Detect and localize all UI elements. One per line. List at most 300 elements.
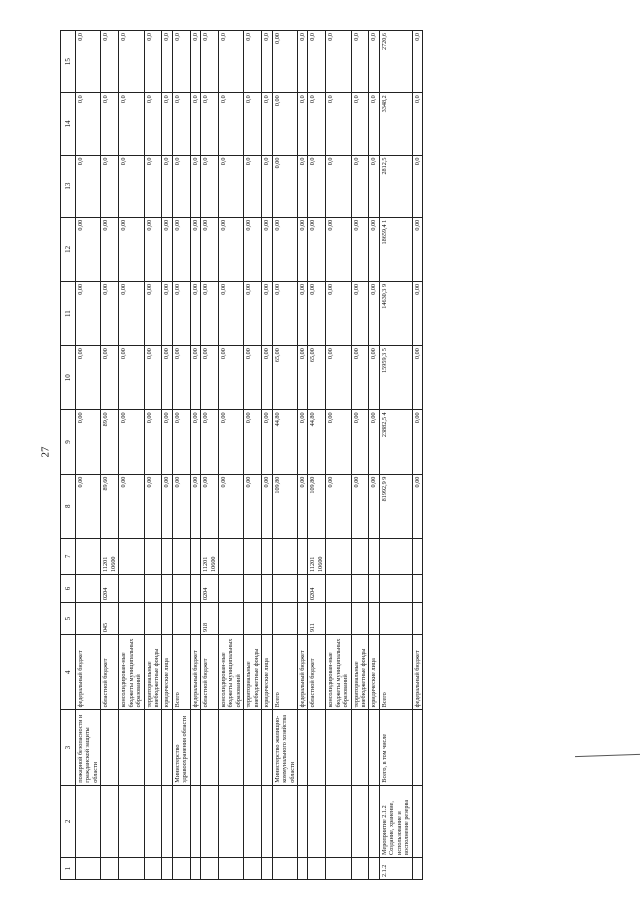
cell-c1: 2.1.2 [379,857,412,879]
value-cell: 0,00 [272,93,297,155]
value-cell: 0,00 [201,281,219,345]
value-cell: 0,00 [162,474,172,538]
cell-c7 [379,538,412,574]
table-row [412,31,422,880]
cell-c5 [379,603,412,635]
cell-c3 [201,710,219,785]
cell-c4: Всего [172,635,190,710]
cell-c4: юридические лица [262,635,272,710]
cell-c4: областной бюджет [308,635,326,710]
cell-c7 [262,538,272,574]
cell-c1 [190,857,200,879]
value-cell: 0,00 [351,474,369,538]
value-cell: 0,0 [201,155,219,217]
value-cell: 0,00 [76,410,101,474]
value-cell: 0,0 [219,155,244,217]
value-cell: 0,0 [412,93,422,155]
cell-c5 [162,603,172,635]
value-cell: 0,0 [101,93,119,155]
cell-c7 [326,538,351,574]
value-cell: 0,00 [326,281,351,345]
value-cell: 0,00 [172,410,190,474]
cell-c2 [326,785,351,857]
value-cell: 0,00 [144,217,162,281]
cell-c3: пожарной безопасности и гражданской защиты области [76,710,101,785]
value-cell: 0,00 [297,346,307,410]
header-cell: 15 [61,31,76,93]
value-cell: 0,00 [262,217,272,281]
cell-c4: юридические лица [162,635,172,710]
cell-c7 [119,538,144,574]
value-cell: 0,00 [412,410,422,474]
value-cell: 0,00 [297,410,307,474]
value-cell: 44,80 [272,410,297,474]
value-cell: 0,0 [369,93,379,155]
value-cell: 0,0 [190,155,200,217]
value-cell: 0,0 [369,31,379,93]
table-row [351,31,369,880]
cell-c3 [308,710,326,785]
value-cell: 0,00 [76,474,101,538]
value-cell: 0,00 [144,281,162,345]
value-cell: 0,0 [244,93,262,155]
value-cell: 65,00 [308,346,326,410]
cell-c3 [190,710,200,785]
cell-c4: областной бюджет [101,635,119,710]
value-cell: 0,0 [262,93,272,155]
cell-c3 [144,710,162,785]
value-cell: 0,00 [412,217,422,281]
value-cell: 0,00 [244,474,262,538]
cell-c6 [412,574,422,602]
cell-c1 [201,857,219,879]
cell-c7 [172,538,190,574]
cell-c1 [172,857,190,879]
table-row [326,31,351,880]
cell-c4: федеральный бюджет [412,635,422,710]
cell-c7 [190,538,200,574]
cell-c1 [297,857,307,879]
value-cell: 0,00 [326,474,351,538]
value-cell: 2720,6 [379,31,412,93]
value-cell: 0,0 [308,93,326,155]
value-cell: 0,0 [190,31,200,93]
value-cell: 0,0 [201,93,219,155]
cell-c6 [326,574,351,602]
value-cell: 0,0 [76,31,101,93]
cell-c2 [262,785,272,857]
cell-c7 [412,538,422,574]
cell-c4: территориальные внебюджетные фонды [144,635,162,710]
value-cell: 0,00 [272,155,297,217]
cell-c5 [326,603,351,635]
value-cell: 0,0 [351,155,369,217]
cell-c4: Всего [379,635,412,710]
cell-c3 [369,710,379,785]
cell-c1 [351,857,369,879]
table-row [369,31,379,880]
value-cell: 65,00 [272,346,297,410]
table-row [308,31,326,880]
cell-c1 [308,857,326,879]
table-row [219,31,244,880]
value-cell: 0,0 [326,31,351,93]
cell-c1 [412,857,422,879]
value-cell: 0,00 [162,281,172,345]
value-cell: 2812,5 [379,155,412,217]
cell-c6 [262,574,272,602]
cell-c2 [172,785,190,857]
cell-c3: Всего, в том числе [379,710,412,785]
value-cell: 0,00 [172,217,190,281]
cell-c7 [272,538,297,574]
cell-c7 [369,538,379,574]
cell-c1 [369,857,379,879]
cell-c7 [76,538,101,574]
value-cell: 0,0 [162,31,172,93]
cell-c5 [172,603,190,635]
value-cell: 109,80 [272,474,297,538]
value-cell: 0,00 [190,474,200,538]
value-cell: 0,00 [244,217,262,281]
value-cell: 0,00 [308,217,326,281]
value-cell: 0,00 [351,281,369,345]
header-cell: 12 [61,217,76,281]
value-cell: 0,0 [219,93,244,155]
value-cell: 81992,9 9 [379,474,412,538]
cell-c3 [351,710,369,785]
cell-c4: Всего [272,635,297,710]
value-cell: 23882,5 4 [379,410,412,474]
value-cell: 0,00 [326,217,351,281]
value-cell: 0,00 [326,410,351,474]
cell-c7: 11201 10600 [201,538,219,574]
value-cell: 0,00 [201,410,219,474]
header-cell: 13 [61,155,76,217]
value-cell: 0,00 [297,217,307,281]
cell-c6 [369,574,379,602]
cell-c4: федеральный бюджет [297,635,307,710]
cell-c5 [190,603,200,635]
value-cell: 0,00 [201,474,219,538]
value-cell: 0,00 [272,281,297,345]
value-cell: 0,00 [101,346,119,410]
table-row [144,31,162,880]
table-row [379,31,412,880]
value-cell: 0,0 [144,93,162,155]
value-cell: 0,0 [219,31,244,93]
cell-c2 [76,785,101,857]
value-cell: 0,00 [76,217,101,281]
value-cell: 89,60 [101,474,119,538]
value-cell: 0,00 [101,217,119,281]
header-cell: 7 [61,538,76,574]
value-cell: 0,00 [412,474,422,538]
value-cell: 0,00 [144,346,162,410]
table-row [201,31,219,880]
cell-c5 [144,603,162,635]
value-cell: 109,80 [308,474,326,538]
cell-c6 [244,574,262,602]
value-cell: 0,0 [351,93,369,155]
value-cell: 0,00 [262,346,272,410]
value-cell: 0,0 [101,31,119,93]
value-cell: 0,0 [326,155,351,217]
cell-c5 [76,603,101,635]
value-cell: 0,0 [76,155,101,217]
value-cell: 0,0 [119,31,144,93]
cell-c3: Министерство жилищно-коммунального хозяйства области [272,710,297,785]
value-cell: 0,00 [272,31,297,93]
table-row [272,31,297,880]
table-row [119,31,144,880]
cell-c6 [297,574,307,602]
cell-c4: консолидирован-ные бюджеты муниципальных образований [326,635,351,710]
cell-c6: 0204 [101,574,119,602]
value-cell: 0,0 [369,155,379,217]
value-cell: 0,0 [201,31,219,93]
header-cell: 1 [61,857,76,879]
value-cell: 0,00 [219,217,244,281]
cell-c1 [76,857,101,879]
table-row [162,31,172,880]
header-cell: 4 [61,635,76,710]
value-cell: 0,0 [351,31,369,93]
value-cell: 18659,4 1 [379,217,412,281]
cell-c5: 918 [201,603,219,635]
value-cell: 0,00 [172,474,190,538]
value-cell: 0,00 [412,346,422,410]
value-cell: 0,00 [351,217,369,281]
value-cell: 0,00 [369,217,379,281]
header-cell: 6 [61,574,76,602]
cell-c3: Министерство здравоохранения области [172,710,190,785]
value-cell: 0,00 [162,410,172,474]
value-cell: 0,00 [244,410,262,474]
value-cell: 0,00 [262,410,272,474]
cell-c2 [272,785,297,857]
value-cell: 0,00 [369,281,379,345]
value-cell: 0,0 [172,31,190,93]
cell-c6 [379,574,412,602]
cell-c6 [144,574,162,602]
value-cell: 0,00 [201,346,219,410]
value-cell: 0,0 [262,155,272,217]
header-cell: 10 [61,346,76,410]
cell-c2 [244,785,262,857]
value-cell: 0,0 [244,155,262,217]
value-cell: 0,00 [162,346,172,410]
cell-c1 [262,857,272,879]
value-cell: 0,0 [297,155,307,217]
cell-c7 [219,538,244,574]
cell-c5 [244,603,262,635]
value-cell: 0,00 [201,217,219,281]
value-cell: 0,0 [162,155,172,217]
value-cell: 0,00 [262,281,272,345]
cell-c3 [119,710,144,785]
value-cell: 0,0 [144,155,162,217]
value-cell: 0,00 [369,474,379,538]
header-cell: 2 [61,785,76,857]
rotated-page [60,30,620,880]
value-cell: 0,00 [190,346,200,410]
cell-c2 [369,785,379,857]
value-cell: 0,0 [262,31,272,93]
value-cell: 0,00 [172,346,190,410]
value-cell: 0,00 [119,281,144,345]
cell-c5 [219,603,244,635]
header-cell: 5 [61,603,76,635]
cell-c2 [190,785,200,857]
cell-c3 [262,710,272,785]
cell-c2 [219,785,244,857]
cell-c6: 0204 [308,574,326,602]
cell-c4: федеральный бюджет [76,635,101,710]
header-cell: 8 [61,474,76,538]
value-cell: 0,00 [412,281,422,345]
cell-c1 [101,857,119,879]
value-cell: 0,00 [351,410,369,474]
value-cell: 44,80 [308,410,326,474]
value-cell: 0,00 [297,281,307,345]
value-cell: 3348,2 [379,93,412,155]
value-cell: 0,00 [144,410,162,474]
value-cell: 0,0 [119,93,144,155]
cell-c2 [162,785,172,857]
cell-c7: 11201 10600 [308,538,326,574]
value-cell: 0,00 [326,346,351,410]
budget-table [60,30,423,880]
table-row [190,31,200,880]
cell-c6 [351,574,369,602]
cell-c2 [308,785,326,857]
cell-c6 [76,574,101,602]
value-cell: 0,0 [297,31,307,93]
cell-c1 [219,857,244,879]
header-cell: 14 [61,93,76,155]
value-cell: 0,00 [119,474,144,538]
cell-c1 [119,857,144,879]
cell-c7 [144,538,162,574]
cell-c7 [162,538,172,574]
value-cell: 0,00 [219,281,244,345]
cell-c6 [190,574,200,602]
value-cell: 0,0 [308,31,326,93]
value-cell: 0,0 [119,155,144,217]
cell-c2 [144,785,162,857]
header-cell: 11 [61,281,76,345]
table-row [297,31,307,880]
cell-c6 [162,574,172,602]
value-cell: 0,0 [76,93,101,155]
cell-c3 [101,710,119,785]
value-cell: 0,00 [272,217,297,281]
value-cell: 0,00 [219,474,244,538]
cell-c1 [244,857,262,879]
cell-c1 [162,857,172,879]
cell-c7 [351,538,369,574]
cell-c5 [369,603,379,635]
value-cell: 0,0 [326,93,351,155]
cell-c4: консолидирован-ные бюджеты муниципальных образований [119,635,144,710]
cell-c3 [412,710,422,785]
value-cell: 0,00 [369,410,379,474]
cell-c6 [172,574,190,602]
cell-c1 [272,857,297,879]
value-cell: 0,00 [162,217,172,281]
cell-c5 [412,603,422,635]
cell-c7 [297,538,307,574]
table-row [262,31,272,880]
header-row [61,31,76,880]
value-cell: 0,0 [308,155,326,217]
value-cell: 0,00 [308,281,326,345]
value-cell: 15959,3 5 [379,346,412,410]
value-cell: 0,00 [119,410,144,474]
cell-c7: 11201 10600 [101,538,119,574]
value-cell: 0,00 [76,281,101,345]
cell-c1 [326,857,351,879]
cell-c2 [201,785,219,857]
cell-c3 [219,710,244,785]
value-cell: 0,00 [219,346,244,410]
cell-c4: федеральный бюджет [190,635,200,710]
cell-c6 [272,574,297,602]
value-cell: 0,0 [412,31,422,93]
value-cell: 0,00 [190,410,200,474]
value-cell: 0,00 [76,346,101,410]
cell-c6: 0204 [201,574,219,602]
cell-c4: консолидирован-ные бюджеты муниципальных образований [219,635,244,710]
cell-c3 [326,710,351,785]
cell-c5 [119,603,144,635]
table-row [172,31,190,880]
cell-c4: территориальные внебюджетные фонды [244,635,262,710]
cell-c2 [297,785,307,857]
cell-c6 [119,574,144,602]
value-cell: 0,0 [190,93,200,155]
cell-c5 [297,603,307,635]
value-cell: 0,00 [351,346,369,410]
value-cell: 0,0 [244,31,262,93]
value-cell: 89,60 [101,410,119,474]
cell-c2 [101,785,119,857]
value-cell: 0,0 [172,155,190,217]
cell-c7 [244,538,262,574]
cell-c3 [297,710,307,785]
cell-c3 [244,710,262,785]
value-cell: 0,0 [412,155,422,217]
value-cell: 0,00 [190,281,200,345]
value-cell: 0,00 [144,474,162,538]
cell-c5 [262,603,272,635]
value-cell: 0,00 [190,217,200,281]
value-cell: 0,0 [162,93,172,155]
value-cell: 0,0 [144,31,162,93]
cell-c2 [351,785,369,857]
value-cell: 0,00 [172,281,190,345]
cell-c5: 911 [308,603,326,635]
value-cell: 0,00 [101,281,119,345]
cell-c5 [272,603,297,635]
page-number: 27 [39,446,52,458]
value-cell: 0,00 [244,346,262,410]
value-cell: 0,00 [119,346,144,410]
value-cell: 0,00 [244,281,262,345]
value-cell: 14630,3 9 [379,281,412,345]
value-cell: 0,0 [172,93,190,155]
